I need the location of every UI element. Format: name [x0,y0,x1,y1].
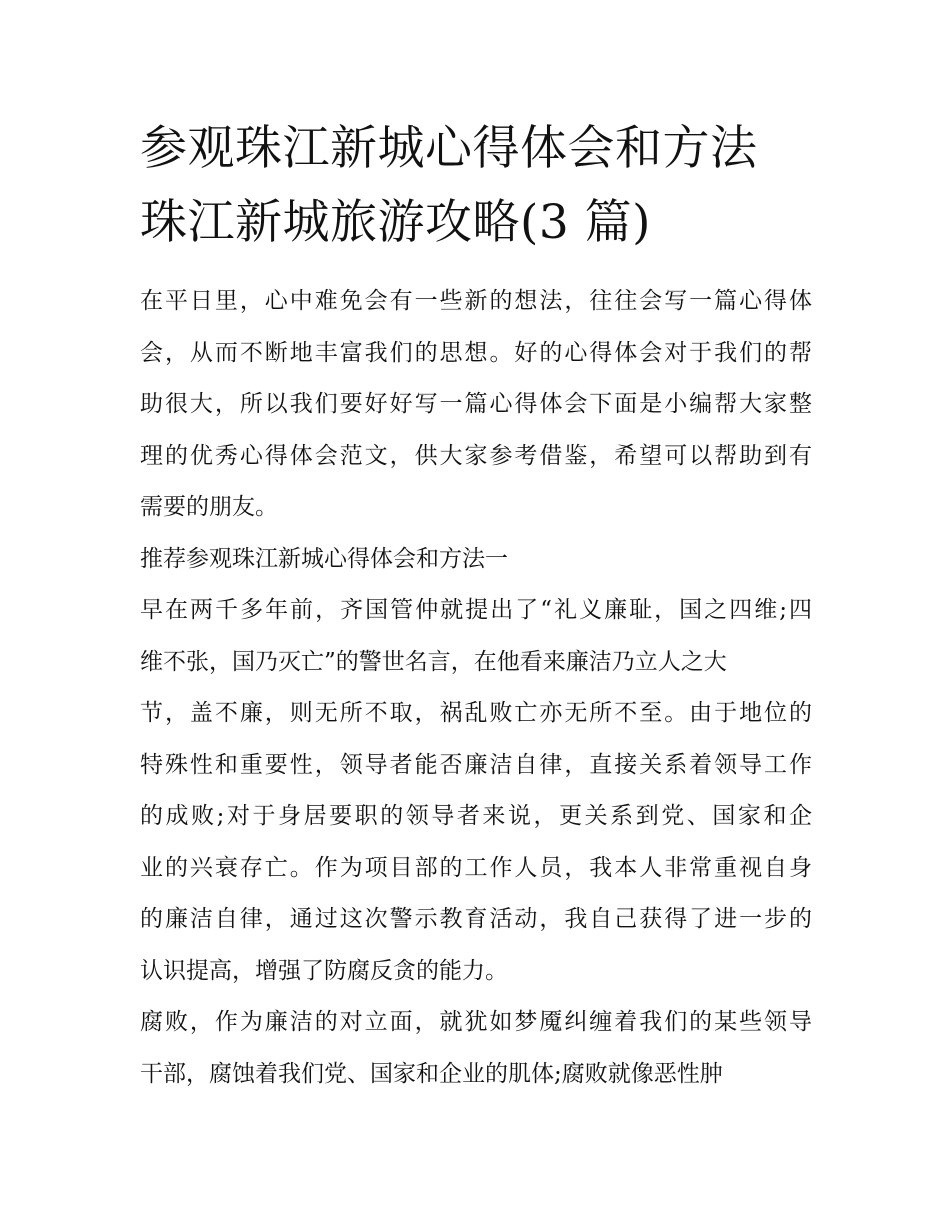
body-paragraph-2 [140,997,812,1100]
text-line: 认识提高，增强了防腐反贪的能力。 [140,957,508,984]
text-line: 的廉洁自律，通过这次警示教育活动，我自己获得了进一步的 [140,906,812,932]
intro-paragraph [140,276,812,534]
text-line: 在平日里，心中难免会有一些新的想法，往往会写一篇心得体 [140,288,812,314]
section-heading-text: 推荐参观珠江新城心得体会和方法一 [140,545,508,572]
text-line: 特殊性和重要性，领导者能否廉洁自律，直接关系着领导工作 [140,751,812,778]
title-line: 参观珠江新城心得体会和方法 [140,121,758,176]
text-line: 理的优秀心得体会范文，供大家参考借鉴，希望可以帮助到有 [140,442,812,469]
text-line: 助很大，所以我们要好好写一篇心得体会下面是小编帮大家整 [140,391,812,417]
text-line: 早在两千多年前，齐国管仲就提出了“礼义廉耻，国之四维;四 [140,597,812,623]
text-line: 腐败，作为廉洁的对立面，就犹如梦魇纠缠着我们的某些领导 [140,1009,812,1035]
text-line: 业的兴衰存亡。作为项目部的工作人员，我本人非常重视自身 [140,854,812,881]
section-heading [140,534,812,586]
text-line: 会，从而不断地丰富我们的思想。好的心得体会对于我们的帮 [140,339,812,366]
document-title [140,112,812,260]
title-line: 珠江新城旅游攻略(3 篇) [140,195,652,250]
body-paragraph-1 [140,585,812,997]
text-line: 节，盖不廉，则无所不取，祸乱败亡亦无所不至。由于地位的 [140,700,812,726]
text-line: 需要的朋友。 [140,494,278,520]
document-page [140,112,812,1100]
text-line: 维不张，国乃灭亡”的警世名言，在他看来廉洁乃立人之大 [140,648,727,675]
text-line: 的成败;对于身居要职的领导者来说，更关系到党、国家和企 [140,803,812,829]
text-line: 干部，腐蚀着我们党、国家和企业的肌体;腐败就像恶性肿 [140,1060,723,1087]
